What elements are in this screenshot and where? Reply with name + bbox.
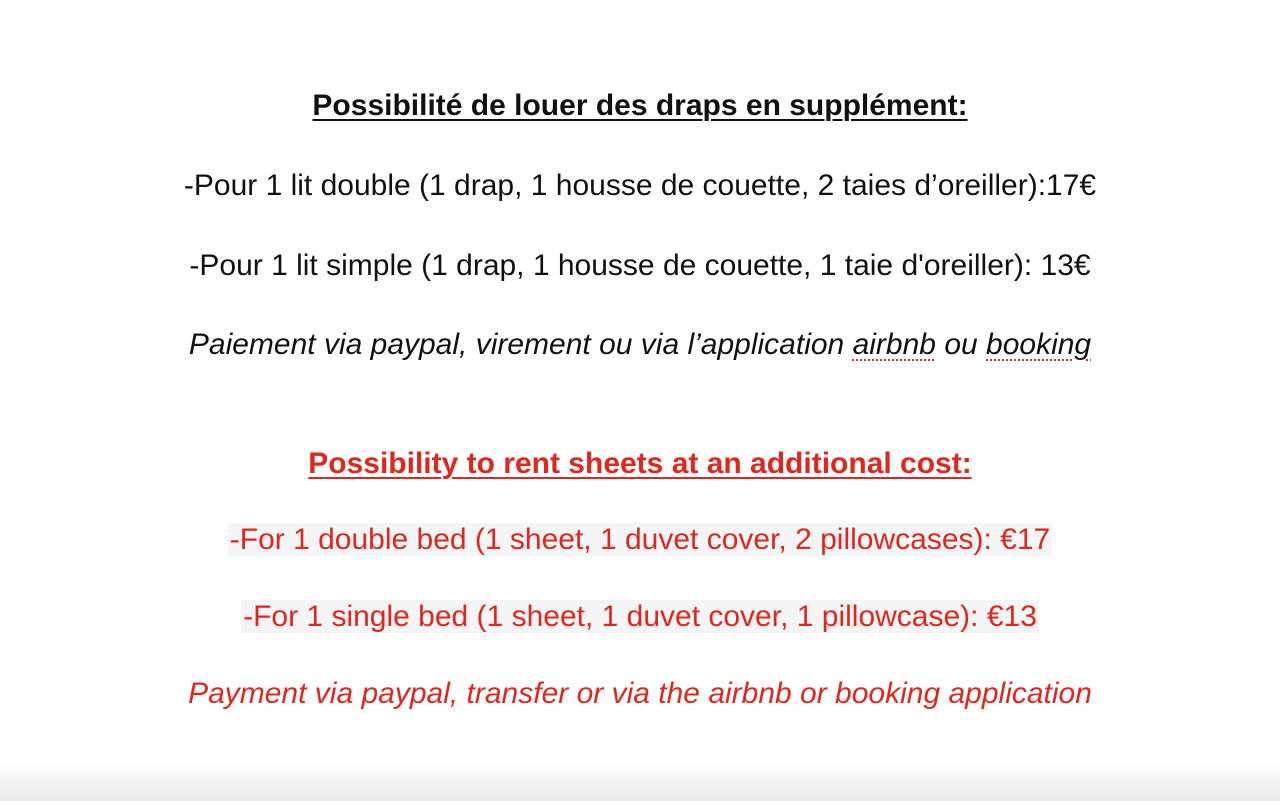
french-payment-text-2: ou <box>935 328 987 361</box>
spellcheck-word-airbnb: airbnb <box>852 328 936 361</box>
french-payment-line <box>0 327 1280 363</box>
french-heading: Possibilité de louer des draps en supplément: <box>312 89 968 122</box>
english-single-bed-price-line <box>0 599 1280 635</box>
english-payment-line: Payment via paypal, transfer or via the airbnb or booking application <box>188 677 1092 710</box>
english-heading: Possibility to rent sheets at an additional cost: <box>308 447 972 480</box>
french-payment-text-1: Paiement via paypal, virement ou via l’application <box>188 328 853 361</box>
french-single-bed-price: -Pour 1 lit simple (1 drap, 1 housse de couette, 1 taie d'oreiller): 13€ <box>189 249 1091 282</box>
english-double-bed-price-line <box>0 522 1280 558</box>
english-single-bed-price: -For 1 single bed (1 sheet, 1 duvet cover, 1 pillowcase): €13 <box>243 600 1037 633</box>
english-double-bed-price: -For 1 double bed (1 sheet, 1 duvet cover, 2 pillowcases): €17 <box>229 523 1051 556</box>
french-double-bed-price: -Pour 1 lit double (1 drap, 1 housse de couette, 2 taies d’oreiller):17€ <box>183 169 1097 202</box>
spellcheck-word-booking: booking <box>986 328 1092 361</box>
page-bottom-shadow <box>0 761 1280 801</box>
